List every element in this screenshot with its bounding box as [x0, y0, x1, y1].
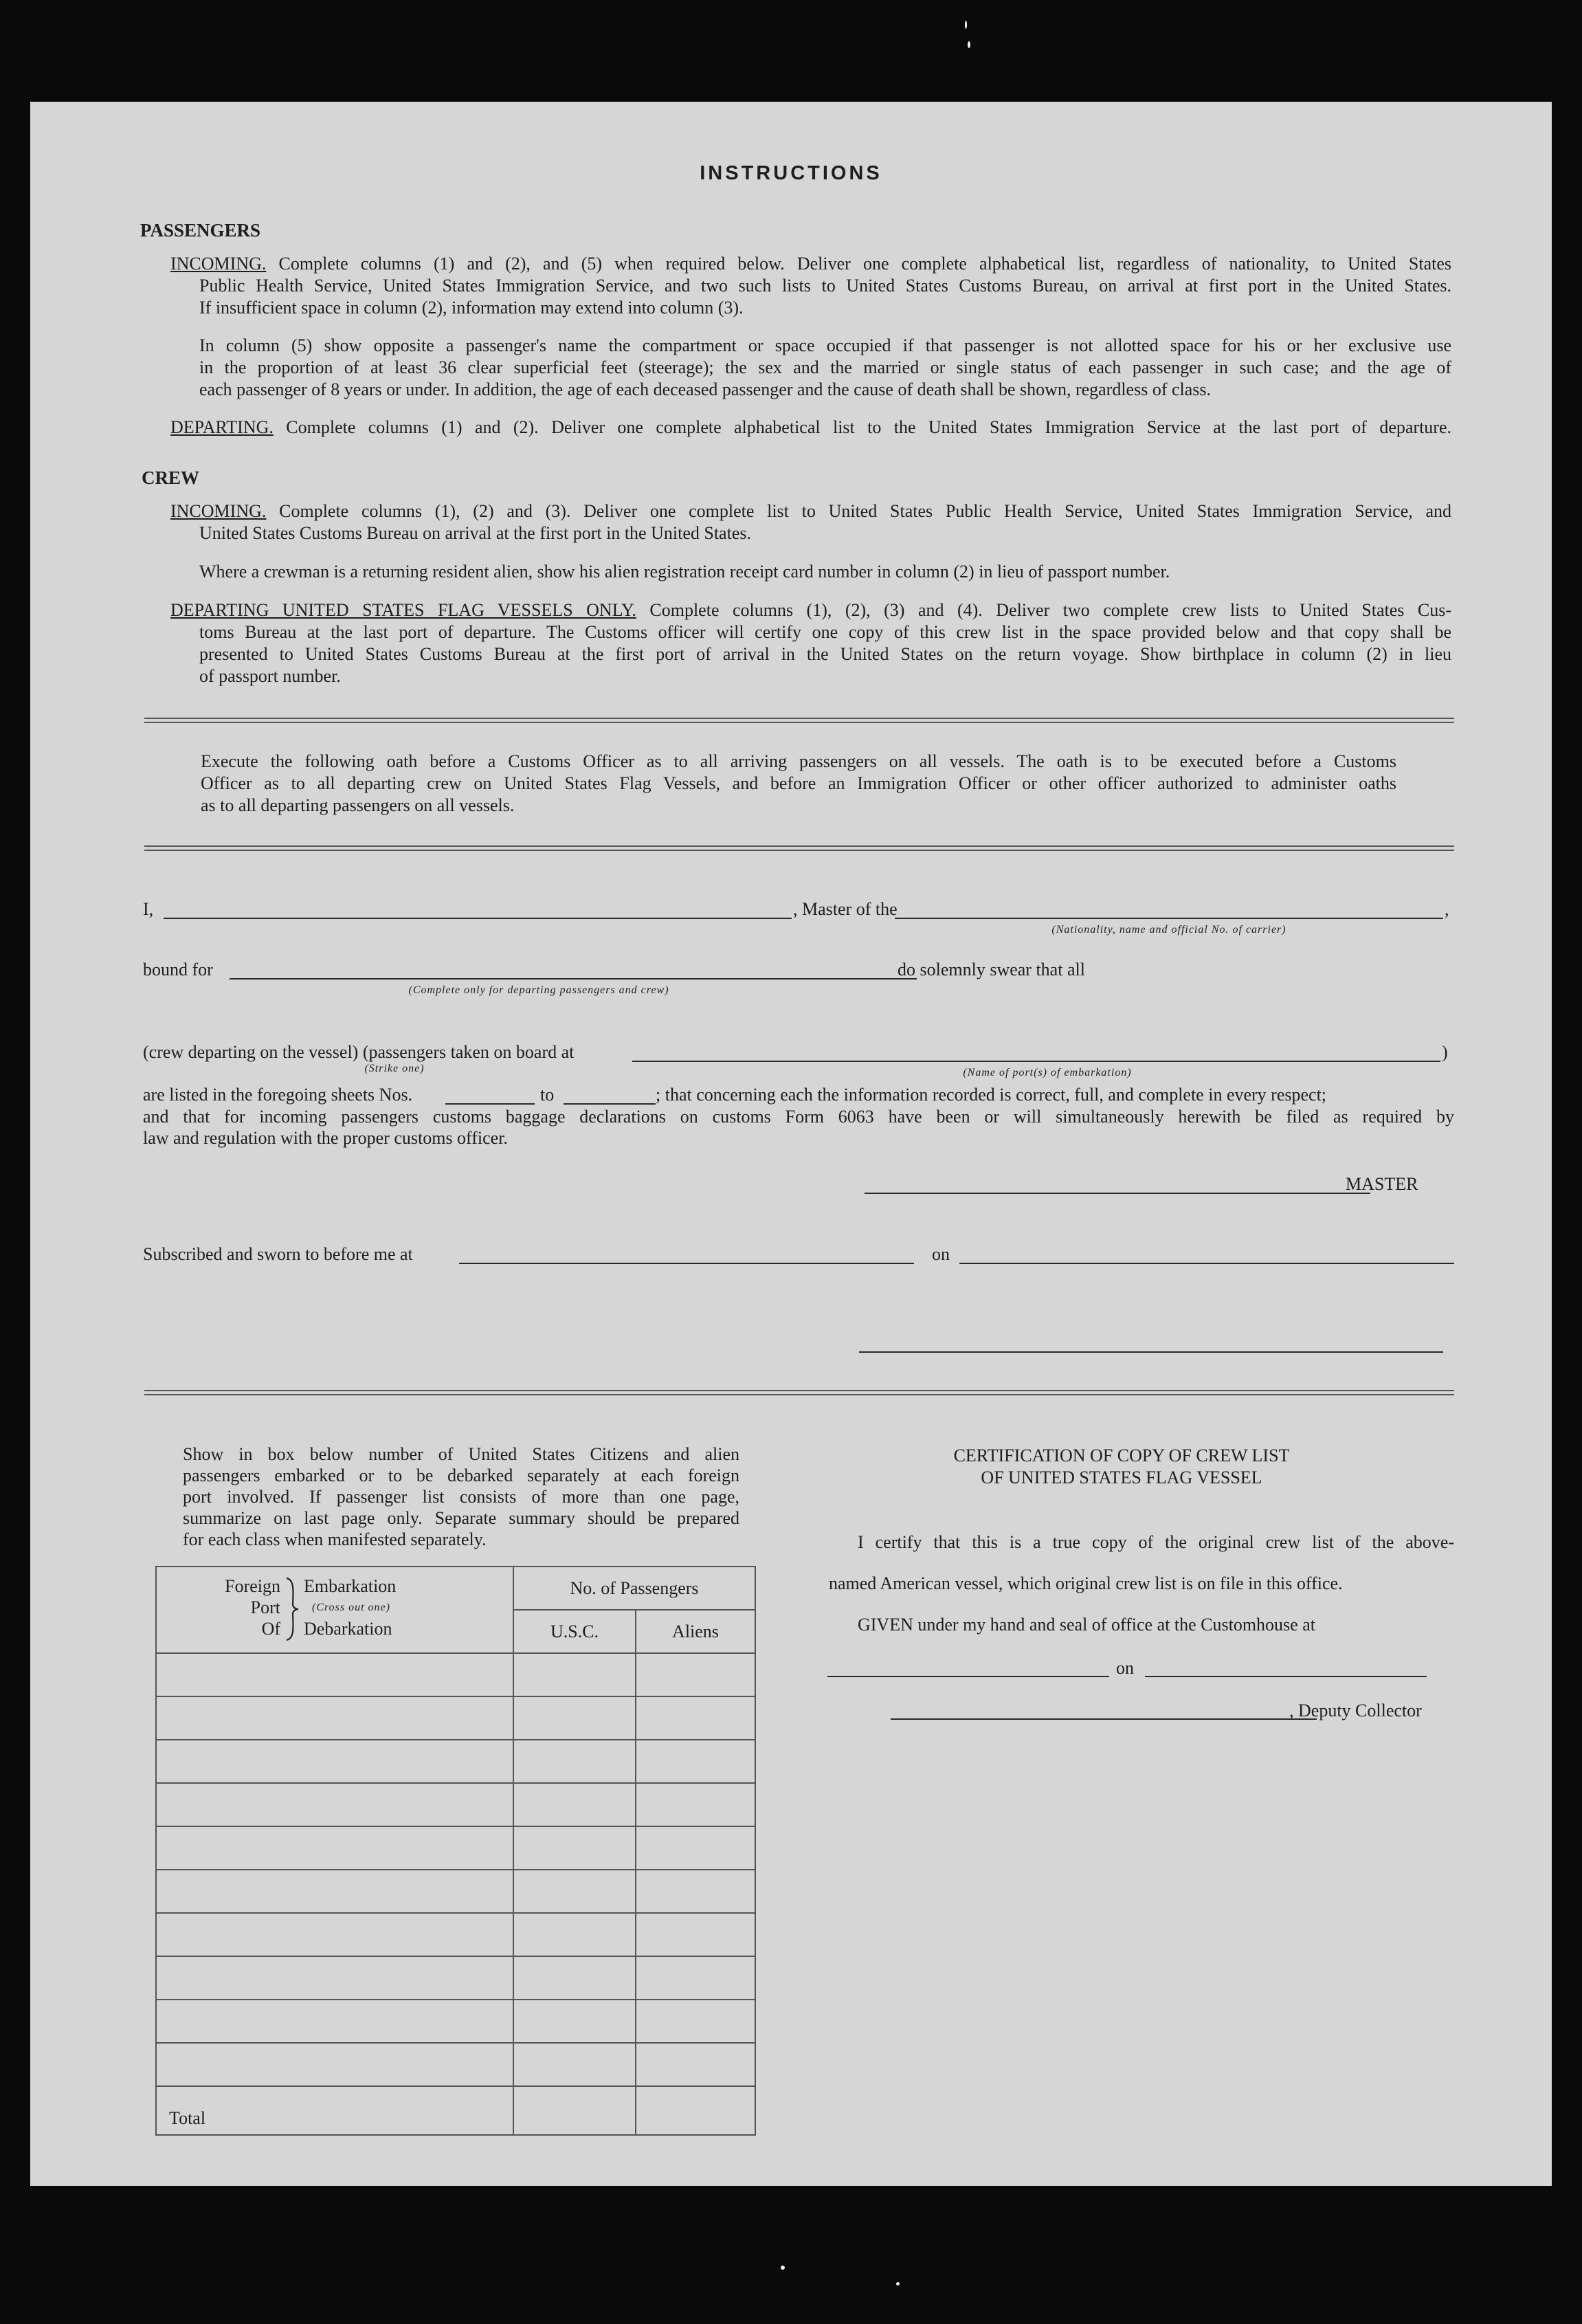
port-cell[interactable]	[156, 1870, 513, 1913]
form-sheet	[30, 102, 1552, 2186]
total-row	[156, 2086, 755, 2135]
carrier-field[interactable]	[895, 918, 1443, 919]
oath-master-of-the: , Master of the	[793, 899, 898, 919]
sheet-to-field[interactable]	[564, 1103, 656, 1105]
aliens-cell[interactable]	[636, 1826, 755, 1870]
table-row	[156, 1956, 755, 2000]
aliens-cell[interactable]	[636, 1740, 755, 1783]
sworn-date-field[interactable]	[959, 1263, 1454, 1264]
scan-speck	[965, 21, 967, 29]
divider	[144, 1390, 1454, 1395]
table-row	[156, 1783, 755, 1826]
sworn-place-field[interactable]	[459, 1263, 914, 1264]
certification-on: on	[1116, 1658, 1134, 1678]
divider	[144, 845, 1454, 851]
table-row	[156, 1913, 755, 1956]
passengers-incoming-line-3: If insufficient space in column (2), information may extend into column (3).	[199, 298, 744, 318]
table-row	[156, 1826, 755, 1870]
passengers-departing-label: DEPARTING.	[170, 417, 274, 437]
table-row	[156, 2000, 755, 2043]
customhouse-field[interactable]	[827, 1676, 1109, 1677]
summary-line-5: for each class when manifested separately.	[183, 1529, 487, 1549]
aliens-cell[interactable]	[636, 1783, 755, 1826]
officer-signature-field[interactable]	[859, 1351, 1443, 1353]
oath-sheets-a: are listed in the foregoing sheets Nos.	[143, 1085, 413, 1105]
usc-header: U.S.C.	[513, 1610, 636, 1653]
port-cell[interactable]	[156, 1783, 513, 1826]
passengers-incoming-label: INCOMING.	[170, 254, 267, 274]
usc-cell[interactable]	[513, 2000, 636, 2043]
scan-speck	[781, 2266, 785, 2270]
passengers-heading: PASSENGERS	[140, 220, 261, 241]
crew-incoming-line-1	[170, 500, 1451, 522]
oath-sheets-b: ; that concerning each the information recorded is correct, full, and complete in every respect;	[656, 1085, 1327, 1105]
usc-cell[interactable]	[513, 1826, 636, 1870]
aliens-cell[interactable]	[636, 1870, 755, 1913]
master-signature-field[interactable]	[865, 1193, 1370, 1194]
usc-cell[interactable]	[513, 1696, 636, 1740]
passengers-col5-line-1: In column (5) show opposite a passenger's name the compartment or space occupied if that passenger is not allotted space for his or her exclusive use	[199, 335, 1451, 355]
oath-sheets-line-3: law and regulation with the proper customs officer.	[143, 1128, 508, 1148]
table-row	[156, 2043, 755, 2086]
master-label: MASTER	[1346, 1174, 1418, 1194]
oath-subscribed: Subscribed and sworn to before me at	[143, 1244, 413, 1264]
usc-total-cell[interactable]	[513, 2086, 636, 2135]
crew-departing-line-1	[170, 599, 1451, 621]
scan-speck	[896, 2282, 900, 2286]
port-cell[interactable]	[156, 1696, 513, 1740]
oath-close-paren: )	[1442, 1042, 1448, 1062]
passenger-summary-table	[155, 1566, 756, 2136]
port-cell[interactable]	[156, 1826, 513, 1870]
bound-for-field[interactable]	[230, 978, 917, 980]
crew-heading: CREW	[142, 467, 200, 488]
crew-incoming-label: INCOMING.	[170, 501, 267, 521]
ports-hint: (Name of port(s) of embarkation)	[963, 1067, 1132, 1078]
deputy-collector-signature-field[interactable]	[891, 1718, 1317, 1720]
foreign-label: Foreign	[225, 1576, 280, 1596]
certification-line-2: named American vessel, which original crew list is on file in this office.	[829, 1573, 1343, 1593]
table-row	[156, 1696, 755, 1740]
summary-line-2: passengers embarked or to be debarked separately at each foreign	[183, 1465, 739, 1485]
passengers-col5-line-2: in the proportion of at least 36 clear superficial feet (steerage); the sex and the married or single status of each passenger in such case; and the age of	[199, 357, 1451, 377]
crew-departing-text-1: Complete columns (1), (2), (3) and (4). Deliver two complete crew lists to United States Cus-	[649, 600, 1452, 620]
scan-speck	[968, 41, 970, 48]
port-cell[interactable]	[156, 1913, 513, 1956]
oath-i: I,	[143, 899, 154, 919]
cross-out-hint: (Cross out one)	[312, 1602, 390, 1613]
crew-departing-line-4: of passport number.	[199, 666, 341, 686]
embarkation-label: Embarkation	[304, 1576, 397, 1596]
passengers-departing-text: Complete columns (1) and (2). Deliver one complete alphabetical list to the United States Immigration Service at the last port of departure.	[286, 417, 1451, 437]
divider	[144, 718, 1454, 723]
usc-cell[interactable]	[513, 1956, 636, 2000]
table-row	[156, 1870, 755, 1913]
port-label: Port	[250, 1597, 280, 1617]
crew-incoming-line-2: United States Customs Bureau on arrival at the first port in the United States.	[199, 523, 751, 543]
bound-for-hint: (Complete only for departing passengers and crew)	[408, 984, 669, 996]
brace-icon	[285, 1577, 300, 1641]
usc-cell[interactable]	[513, 1783, 636, 1826]
usc-cell[interactable]	[513, 1740, 636, 1783]
port-cell[interactable]	[156, 1653, 513, 1696]
aliens-total-cell[interactable]	[636, 2086, 755, 2135]
oath-comma: ,	[1445, 899, 1449, 919]
crew-departing-line-3: presented to United States Customs Bureau at the first port of arrival in the United States on the return voyage. Show birthplace in column (2) in lieu	[199, 644, 1451, 664]
aliens-cell[interactable]	[636, 1653, 755, 1696]
crew-resident-note: Where a crewman is a returning resident alien, show his alien registration receipt card number in column (2) in lieu of passport number.	[199, 562, 1170, 582]
summary-line-3: port involved. If passenger list consists of more than one page,	[183, 1487, 739, 1507]
aliens-cell[interactable]	[636, 1696, 755, 1740]
aliens-header: Aliens	[636, 1610, 755, 1653]
usc-cell[interactable]	[513, 1913, 636, 1956]
certification-title-line-2: OF UNITED STATES FLAG VESSEL	[981, 1468, 1262, 1487]
passengers-incoming-text-1: Complete columns (1) and (2), and (5) when required below. Deliver one complete alphabetical list, regardless of nationality, to United States	[278, 254, 1451, 274]
passengers-incoming-line-2: Public Health Service, United States Immigration Service, and two such lists to United States Customs Bureau, on arrival at first port in the United States.	[199, 276, 1451, 296]
crew-incoming-text-1: Complete columns (1), (2) and (3). Deliver one complete list to United States Public Health Service, United States Immigration Service, and	[279, 501, 1452, 521]
deputy-collector-label: , Deputy Collector	[1289, 1701, 1422, 1720]
total-label: Total	[156, 2086, 513, 2135]
embarkation-ports-field[interactable]	[632, 1061, 1440, 1062]
oath-crew-departing: (crew departing on the vessel) (passengers taken on board at	[143, 1042, 575, 1062]
sheet-from-field[interactable]	[445, 1103, 535, 1105]
aliens-cell[interactable]	[636, 1956, 755, 2000]
aliens-cell[interactable]	[636, 1913, 755, 1956]
oath-sheets-to: to	[540, 1085, 555, 1105]
port-header-cell	[156, 1567, 513, 1653]
certification-date-field[interactable]	[1145, 1676, 1427, 1677]
certification-title-line-1: CERTIFICATION OF COPY OF CREW LIST	[953, 1446, 1290, 1465]
oath-swear: do solemnly swear that all	[898, 960, 1085, 980]
crew-departing-label: DEPARTING UNITED STATES FLAG VESSELS ONLY.	[170, 600, 636, 620]
passengers-col5-line-3: each passenger of 8 years or under. In addition, the age of each deceased passenger and the cause of death shall be shown, regardless of class.	[199, 379, 1212, 399]
oath-intro-line-1: Execute the following oath before a Customs Officer as to all arriving passengers on all vessels. The oath is to be executed before a Customs	[201, 751, 1396, 771]
carrier-hint: (Nationality, name and official No. of carrier)	[1051, 924, 1286, 936]
summary-line-1: Show in box below number of United States Citizens and alien	[183, 1444, 739, 1464]
debarkation-label: Debarkation	[304, 1619, 392, 1639]
master-name-field[interactable]	[164, 918, 792, 919]
page-title: INSTRUCTIONS	[700, 162, 882, 184]
certification-line-1: I certify that this is a true copy of the original crew list of the above-	[858, 1532, 1454, 1552]
oath-sheets-line-2: and that for incoming passengers customs baggage declarations on customs Form 6063 have been or will simultaneously herewith be filed as required by	[143, 1107, 1454, 1127]
oath-bound-for: bound for	[143, 960, 213, 980]
passengers-incoming-line-1	[170, 253, 1451, 275]
strike-one-hint: (Strike one)	[364, 1063, 425, 1074]
of-label: Of	[261, 1619, 280, 1639]
usc-cell[interactable]	[513, 1870, 636, 1913]
certification-line-3: GIVEN under my hand and seal of office at the Customhouse at	[858, 1615, 1315, 1635]
aliens-cell[interactable]	[636, 2043, 755, 2086]
crew-departing-line-2: toms Bureau at the last port of departure. The Customs officer will certify one copy of this crew list in the space provided below and that copy shall be	[199, 622, 1451, 642]
table-row	[156, 1740, 755, 1783]
oath-on: on	[932, 1244, 950, 1264]
certification-title	[812, 1445, 1431, 1489]
passengers-departing-line	[170, 417, 1451, 439]
summary-line-4: summarize on last page only. Separate summary should be prepared	[183, 1508, 739, 1528]
oath-intro-line-2: Officer as to all departing crew on United States Flag Vessels, and before an Immigration Officer or other officer authorized to administer oaths	[201, 773, 1396, 793]
no-passengers-header: No. of Passengers	[513, 1567, 755, 1610]
usc-cell[interactable]	[513, 1653, 636, 1696]
aliens-cell[interactable]	[636, 2000, 755, 2043]
table-row	[156, 1653, 755, 1696]
oath-intro-line-3: as to all departing passengers on all vessels.	[201, 795, 515, 815]
port-cell[interactable]	[156, 1956, 513, 2000]
port-cell[interactable]	[156, 1740, 513, 1783]
usc-cell[interactable]	[513, 2043, 636, 2086]
port-cell[interactable]	[156, 2043, 513, 2086]
port-cell[interactable]	[156, 2000, 513, 2043]
